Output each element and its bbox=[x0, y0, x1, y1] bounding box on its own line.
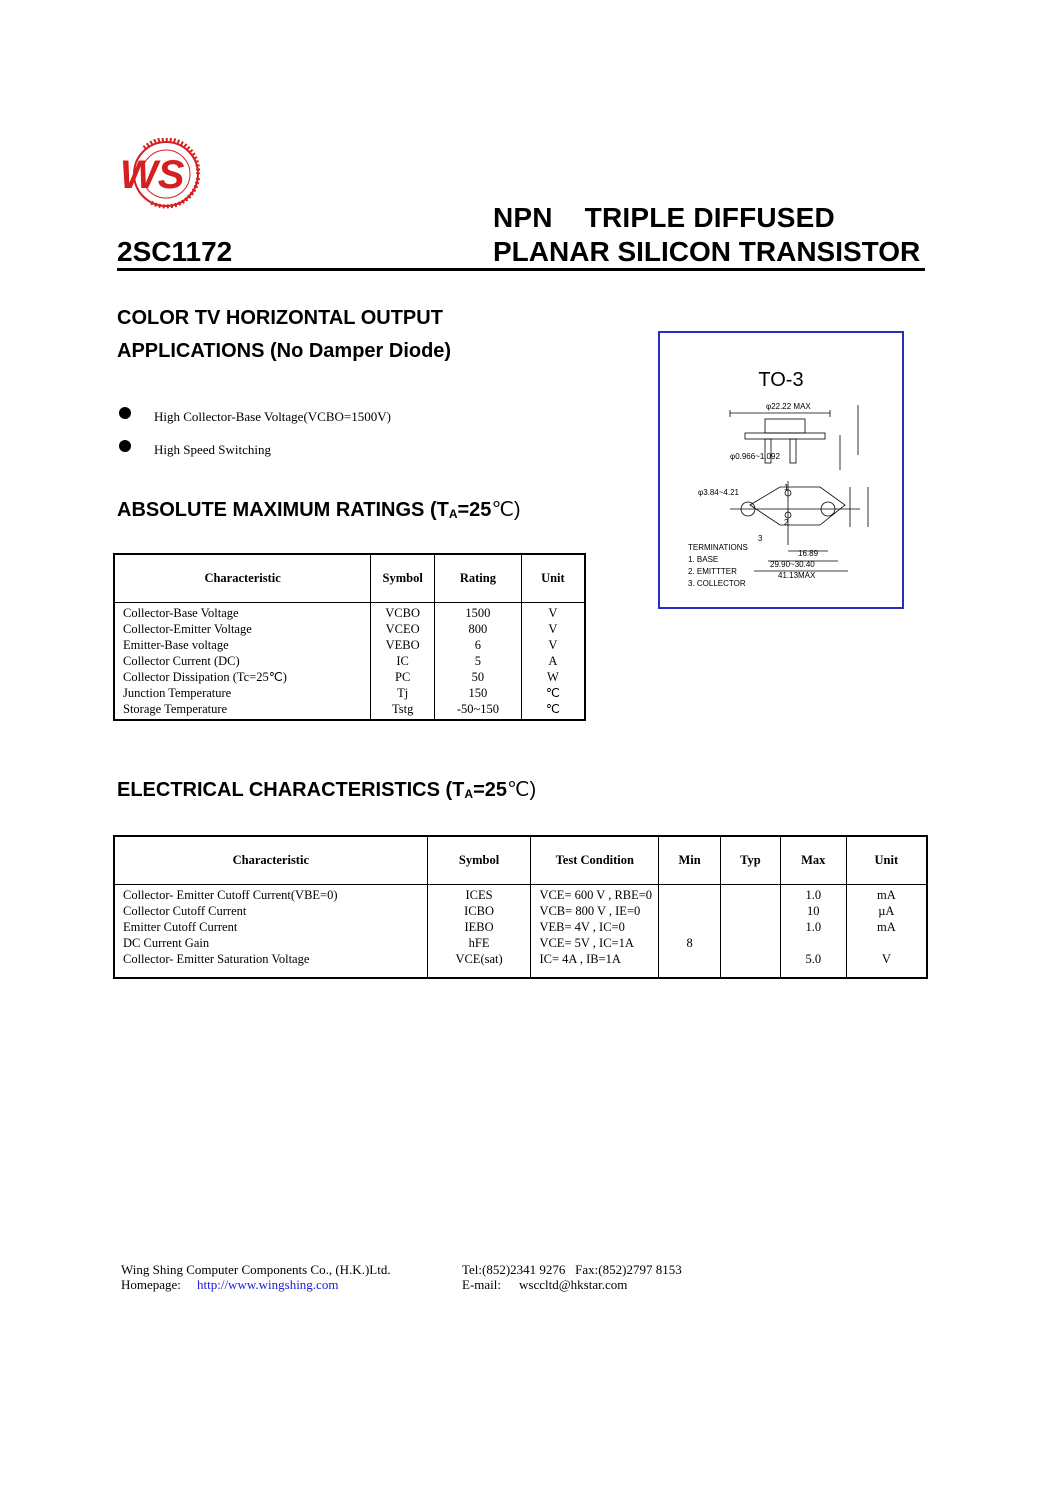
cell-max: 1.0 bbox=[780, 885, 846, 904]
abs-max-table bbox=[113, 553, 586, 721]
cell-typ bbox=[721, 885, 781, 904]
column-header: Characteristic bbox=[114, 554, 371, 603]
abs-max-title: ABSOLUTE MAXIMUM RATINGS $(T_A=25℃)$ bbox=[117, 499, 521, 521]
cell-rating: 150 bbox=[435, 685, 522, 701]
cell-rating: 800 bbox=[435, 621, 522, 637]
cell-characteristic: Collector-Base Voltage bbox=[123, 606, 239, 620]
cell-rating: -50~150 bbox=[435, 701, 522, 720]
dim-label: φ3.84~4.21 bbox=[698, 488, 739, 497]
cell-symbol: PC bbox=[371, 669, 435, 685]
footer-tel-fax: Tel:(852)2341 9276 Fax:(852)2797 8153 bbox=[462, 1262, 682, 1277]
cell-symbol: Tj bbox=[371, 685, 435, 701]
cell-unit: ℃ bbox=[521, 685, 585, 701]
cell-unit: V bbox=[846, 951, 927, 978]
termination-item: 1. BASE bbox=[688, 555, 719, 564]
table-row bbox=[114, 653, 585, 669]
pin-number: 2 bbox=[784, 518, 789, 527]
cell-symbol: IC bbox=[371, 653, 435, 669]
footer-homepage-label: Homepage: bbox=[121, 1277, 181, 1292]
cell-symbol: Tstg bbox=[371, 701, 435, 720]
package-drawing bbox=[670, 395, 896, 600]
header-divider bbox=[117, 268, 925, 271]
footer-company: Wing Shing Computer Components Co., (H.K.)Ltd. bbox=[121, 1262, 391, 1277]
table-row bbox=[114, 621, 585, 637]
cell-test-condition: VCB= 800 V , IE=0 bbox=[531, 903, 659, 919]
cell-characteristic: Storage Temperature bbox=[123, 702, 228, 716]
dim-label: 41.13MAX bbox=[778, 571, 816, 580]
table-row bbox=[114, 603, 585, 622]
cell-unit: W bbox=[521, 669, 585, 685]
cell-max: 1.0 bbox=[780, 919, 846, 935]
table-row bbox=[114, 669, 585, 685]
cell-typ bbox=[721, 919, 781, 935]
cell-unit: V bbox=[521, 637, 585, 653]
cell-min bbox=[659, 951, 721, 978]
cell-unit: ℃ bbox=[521, 701, 585, 720]
cell-rating: 6 bbox=[435, 637, 522, 653]
table-row bbox=[114, 951, 927, 978]
cell-characteristic: Collector Dissipation (Tc=25℃) bbox=[123, 670, 287, 684]
cell-test-condition: VCE= 600 V , RBE=0 bbox=[531, 885, 659, 904]
column-header: Max bbox=[780, 836, 846, 885]
cell-unit: µA bbox=[846, 903, 927, 919]
cell-rating: 1500 bbox=[435, 603, 522, 622]
column-header: Rating bbox=[435, 554, 522, 603]
column-header: Symbol bbox=[371, 554, 435, 603]
cell-unit: A bbox=[521, 653, 585, 669]
cell-characteristic: Junction Temperature bbox=[123, 686, 232, 700]
table-row bbox=[114, 637, 585, 653]
bullet-icon bbox=[119, 440, 131, 452]
cell-max: 10 bbox=[780, 903, 846, 919]
part-number: 2SC1172 bbox=[117, 236, 233, 267]
cell-characteristic: Collector Cutoff Current bbox=[123, 904, 247, 918]
cell-symbol: VCBO bbox=[371, 603, 435, 622]
table-row bbox=[114, 935, 927, 951]
column-header: Characteristic bbox=[114, 836, 427, 885]
dim-label: 16.89 bbox=[798, 549, 819, 558]
company-logo bbox=[110, 138, 212, 214]
cell-min: 8 bbox=[659, 935, 721, 951]
cell-min bbox=[659, 919, 721, 935]
application-line-2: APPLICATIONS (No Damper Diode) bbox=[117, 340, 452, 362]
footer-homepage-link[interactable]: http://www.wingshing.com bbox=[197, 1277, 339, 1292]
termination-item: 2. EMITTTER bbox=[688, 567, 737, 576]
cell-unit bbox=[846, 935, 927, 951]
cell-characteristic: Collector- Emitter Cutoff Current(VBE=0) bbox=[123, 888, 338, 902]
cell-symbol: VEBO bbox=[371, 637, 435, 653]
feature-item: High Collector-Base Voltage(VCBO=1500V) bbox=[154, 409, 391, 424]
cell-unit: mA bbox=[846, 885, 927, 904]
cell-typ bbox=[721, 903, 781, 919]
package-title: TO-3 bbox=[758, 369, 804, 391]
cell-test-condition: VEB= 4V , IC=0 bbox=[531, 919, 659, 935]
dim-label: 29.90~30.40 bbox=[770, 560, 815, 569]
table-row bbox=[114, 885, 927, 904]
column-header: Test Condition bbox=[531, 836, 659, 885]
cell-unit: V bbox=[521, 621, 585, 637]
cell-symbol: VCEO bbox=[371, 621, 435, 637]
table-row bbox=[114, 919, 927, 935]
column-header: Unit bbox=[846, 836, 927, 885]
column-header: Symbol bbox=[427, 836, 531, 885]
table-row bbox=[114, 685, 585, 701]
cell-characteristic: Emitter-Base voltage bbox=[123, 638, 229, 652]
cell-unit: mA bbox=[846, 919, 927, 935]
cell-unit: V bbox=[521, 603, 585, 622]
dim-label: φ0.966~1.092 bbox=[730, 452, 780, 461]
cell-min bbox=[659, 885, 721, 904]
cell-symbol: ICES bbox=[427, 885, 531, 904]
cell-characteristic: Emitter Cutoff Current bbox=[123, 920, 238, 934]
bullet-icon bbox=[119, 407, 131, 419]
cell-max: 5.0 bbox=[780, 951, 846, 978]
table-header-row bbox=[114, 836, 927, 885]
cell-min bbox=[659, 903, 721, 919]
cell-symbol: ICBO bbox=[427, 903, 531, 919]
cell-test-condition: IC= 4A , IB=1A bbox=[531, 951, 659, 978]
table-header-row bbox=[114, 554, 585, 603]
pin-number: 3 bbox=[758, 534, 763, 543]
table-row bbox=[114, 903, 927, 919]
column-header: Unit bbox=[521, 554, 585, 603]
pin-number: 1 bbox=[784, 483, 789, 492]
package-outline-box bbox=[658, 331, 904, 609]
cell-test-condition: VCE= 5V , IC=1A bbox=[531, 935, 659, 951]
termination-item: 3. COLLECTOR bbox=[688, 579, 746, 588]
logo-text: WS bbox=[120, 153, 185, 197]
cell-symbol: VCE(sat) bbox=[427, 951, 531, 978]
footer-email[interactable]: wsccltd@hkstar.com bbox=[519, 1277, 628, 1292]
cell-characteristic: Collector-Emitter Voltage bbox=[123, 622, 252, 636]
terminations-label: TERMINATIONS bbox=[688, 543, 748, 552]
cell-characteristic: Collector Current (DC) bbox=[123, 654, 240, 668]
column-header: Min bbox=[659, 836, 721, 885]
cell-symbol: hFE bbox=[427, 935, 531, 951]
electrical-table bbox=[113, 835, 928, 979]
cell-typ bbox=[721, 951, 781, 978]
title-line-1: NPN TRIPLE DIFFUSED bbox=[493, 202, 835, 233]
application-line-1: COLOR TV HORIZONTAL OUTPUT bbox=[117, 307, 443, 329]
title-line-2: PLANAR SILICON TRANSISTOR bbox=[493, 236, 921, 267]
cell-typ bbox=[721, 935, 781, 951]
electrical-title: ELECTRICAL CHARACTERISTICS $(T_A=25℃)$ bbox=[117, 779, 537, 801]
cell-characteristic: Collector- Emitter Saturation Voltage bbox=[123, 952, 310, 966]
feature-item: High Speed Switching bbox=[154, 442, 271, 457]
column-header: Typ bbox=[721, 836, 781, 885]
cell-characteristic: DC Current Gain bbox=[123, 936, 210, 950]
table-row bbox=[114, 701, 585, 720]
cell-max bbox=[780, 935, 846, 951]
cell-symbol: IEBO bbox=[427, 919, 531, 935]
footer-email-label: E-mail: bbox=[462, 1277, 501, 1292]
cell-rating: 5 bbox=[435, 653, 522, 669]
dim-label: φ22.22 MAX bbox=[766, 402, 811, 411]
cell-rating: 50 bbox=[435, 669, 522, 685]
